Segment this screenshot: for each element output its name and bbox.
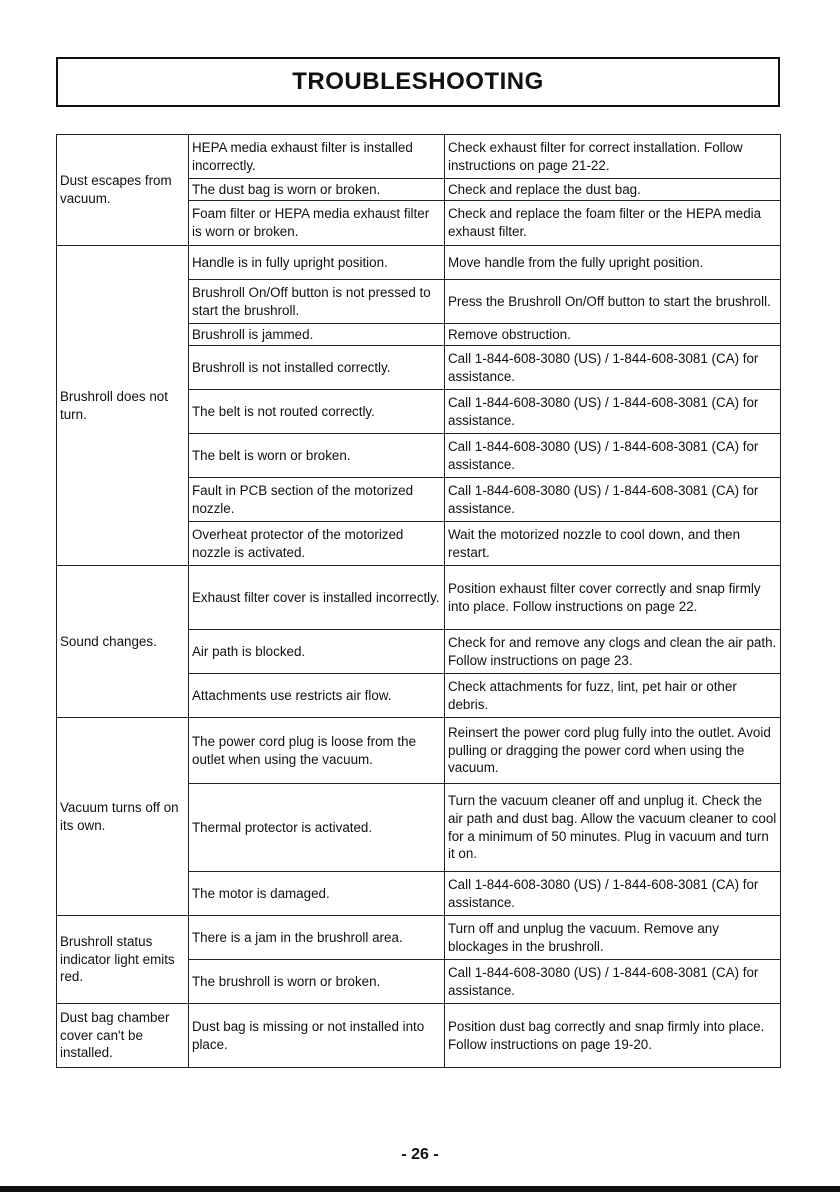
cause-cell: The motor is damaged. <box>189 872 445 916</box>
troubleshooting-table <box>56 134 781 1068</box>
cause-cell: Air path is blocked. <box>189 630 445 674</box>
cause-cell: Overheat protector of the motorized nozzle is activated. <box>189 522 445 566</box>
cause-cell: Brushroll On/Off button is not pressed to start the brushroll. <box>189 280 445 324</box>
title-box <box>56 57 780 107</box>
remedy-cell: Turn off and unplug the vacuum. Remove any blockages in the brushroll. <box>445 916 781 960</box>
table-row <box>57 135 781 179</box>
cause-cell: Exhaust filter cover is installed incorrectly. <box>189 566 445 630</box>
remedy-cell: Position dust bag correctly and snap firmly into place. Follow instructions on page 19-20. <box>445 1004 781 1068</box>
cause-cell: Thermal protector is activated. <box>189 784 445 872</box>
remedy-cell: Call 1-844-608-3080 (US) / 1-844-608-3081 (CA) for assistance. <box>445 872 781 916</box>
cause-cell: There is a jam in the brushroll area. <box>189 916 445 960</box>
remedy-cell: Check attachments for fuzz, lint, pet hair or other debris. <box>445 674 781 718</box>
cause-cell: The belt is worn or broken. <box>189 434 445 478</box>
remedy-cell: Position exhaust filter cover correctly and snap firmly into place. Follow instructions on page 22. <box>445 566 781 630</box>
page-title: TROUBLESHOOTING <box>292 68 544 95</box>
problem-cell: Vacuum turns off on its own. <box>57 718 189 916</box>
remedy-cell: Turn the vacuum cleaner off and unplug it. Check the air path and dust bag. Allow the vacuum cleaner to cool for a minimum of 50 minutes. Plug in vacuum and turn it on. <box>445 784 781 872</box>
problem-cell: Brushroll status indicator light emits red. <box>57 916 189 1004</box>
cause-cell: Fault in PCB section of the motorized nozzle. <box>189 478 445 522</box>
table-row <box>57 1004 781 1068</box>
remedy-cell: Call 1-844-608-3080 (US) / 1-844-608-3081 (CA) for assistance. <box>445 346 781 390</box>
cause-cell: Brushroll is jammed. <box>189 324 445 346</box>
cause-cell: Foam filter or HEPA media exhaust filter is worn or broken. <box>189 201 445 246</box>
page-number: - 26 - <box>401 1146 439 1163</box>
problem-cell: Brushroll does not turn. <box>57 246 189 566</box>
remedy-cell: Remove obstruction. <box>445 324 781 346</box>
cause-cell: Brushroll is not installed correctly. <box>189 346 445 390</box>
cause-cell: The belt is not routed correctly. <box>189 390 445 434</box>
remedy-cell: Reinsert the power cord plug fully into the outlet. Avoid pulling or dragging the power cord when using the vacuum. <box>445 718 781 784</box>
remedy-cell: Check exhaust filter for correct installation. Follow instructions on page 21-22. <box>445 135 781 179</box>
cause-cell: Attachments use restricts air flow. <box>189 674 445 718</box>
remedy-cell: Check and replace the foam filter or the HEPA media exhaust filter. <box>445 201 781 246</box>
table-row <box>57 566 781 630</box>
bottom-divider <box>0 1186 840 1192</box>
table-row <box>57 246 781 280</box>
remedy-cell: Wait the motorized nozzle to cool down, and then restart. <box>445 522 781 566</box>
remedy-cell: Call 1-844-608-3080 (US) / 1-844-608-3081 (CA) for assistance. <box>445 960 781 1004</box>
table-row <box>57 916 781 960</box>
remedy-cell: Press the Brushroll On/Off button to start the brushroll. <box>445 280 781 324</box>
remedy-cell: Check for and remove any clogs and clean the air path. Follow instructions on page 23. <box>445 630 781 674</box>
remedy-cell: Call 1-844-608-3080 (US) / 1-844-608-3081 (CA) for assistance. <box>445 434 781 478</box>
cause-cell: The power cord plug is loose from the outlet when using the vacuum. <box>189 718 445 784</box>
table-row <box>57 718 781 784</box>
problem-cell: Dust bag chamber cover can't be installed. <box>57 1004 189 1068</box>
problem-cell: Sound changes. <box>57 566 189 718</box>
cause-cell: The brushroll is worn or broken. <box>189 960 445 1004</box>
remedy-cell: Call 1-844-608-3080 (US) / 1-844-608-3081 (CA) for assistance. <box>445 478 781 522</box>
cause-cell: The dust bag is worn or broken. <box>189 179 445 201</box>
cause-cell: Handle is in fully upright position. <box>189 246 445 280</box>
cause-cell: Dust bag is missing or not installed into place. <box>189 1004 445 1068</box>
problem-cell: Dust escapes from vacuum. <box>57 135 189 246</box>
remedy-cell: Check and replace the dust bag. <box>445 179 781 201</box>
cause-cell: HEPA media exhaust filter is installed incorrectly. <box>189 135 445 179</box>
remedy-cell: Move handle from the fully upright position. <box>445 246 781 280</box>
remedy-cell: Call 1-844-608-3080 (US) / 1-844-608-3081 (CA) for assistance. <box>445 390 781 434</box>
